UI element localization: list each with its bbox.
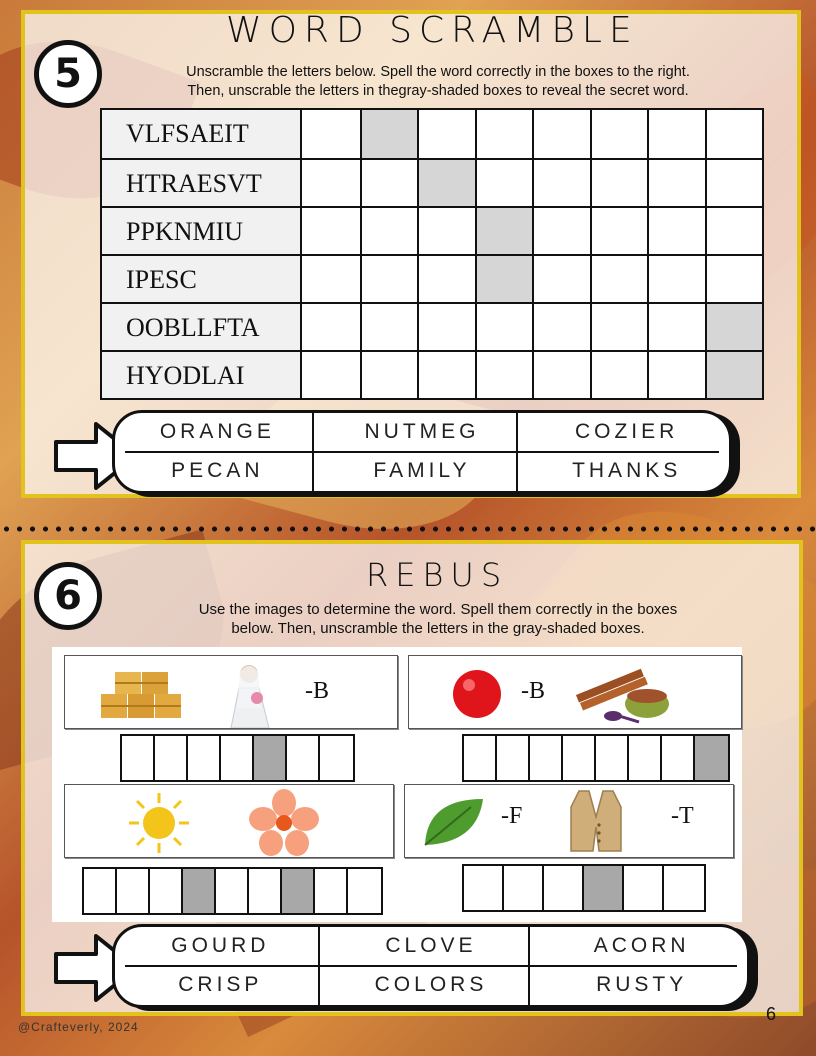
answer-cell[interactable] xyxy=(647,158,705,206)
rebus-answer-cell[interactable] xyxy=(497,736,530,780)
rebus-instructions: Use the images to determine the word. Spell them correctly in the boxes below. Then, unscramble the letters in the gray-shaded boxes. xyxy=(198,601,678,637)
rebus-answer-cell[interactable] xyxy=(596,736,629,780)
word-bank-word: CRISP xyxy=(178,972,263,996)
cinnamon-spice-icon xyxy=(569,660,673,726)
rebus-answer-cell[interactable] xyxy=(183,869,216,913)
rebus-answer-cell[interactable] xyxy=(216,869,249,913)
rebus-answer-cell[interactable] xyxy=(150,869,183,913)
flower-icon xyxy=(249,789,319,857)
rebus-answer-cell[interactable] xyxy=(254,736,287,780)
bank-divider xyxy=(125,965,737,967)
scramble-clue: HYODLAI xyxy=(102,350,302,398)
word-bank-word: FAMILY xyxy=(373,458,471,482)
leaf-icon xyxy=(421,793,487,849)
word-scramble-word-bank xyxy=(112,410,732,494)
scramble-clue: OOBLLFTA xyxy=(102,302,302,350)
word-bank-word: ORANGE xyxy=(159,419,275,443)
answer-cell[interactable] xyxy=(360,206,418,254)
answer-cell[interactable] xyxy=(532,350,590,398)
answer-cell[interactable] xyxy=(417,302,475,350)
answer-cell[interactable] xyxy=(360,302,418,350)
rebus-modifier: -B xyxy=(521,678,545,704)
answer-cell[interactable] xyxy=(647,350,705,398)
rebus-answer-cell[interactable] xyxy=(348,869,381,913)
rebus-answer-cell[interactable] xyxy=(629,736,662,780)
scramble-clue: VLFSAEIT xyxy=(102,110,302,158)
rebus-answer-cell[interactable] xyxy=(464,866,504,910)
rebus-card-1 xyxy=(64,655,398,729)
answer-cell[interactable] xyxy=(475,350,533,398)
section-number-badge: 5 xyxy=(34,40,102,108)
scramble-clue: HTRAESVT xyxy=(102,158,302,206)
answer-cell[interactable] xyxy=(417,254,475,302)
red-ball-icon xyxy=(451,668,503,720)
rebus-answer-cell[interactable] xyxy=(563,736,596,780)
answer-cell[interactable] xyxy=(705,158,763,206)
scramble-clue: PPKNMIU xyxy=(102,206,302,254)
rebus-title: REBUS xyxy=(366,556,509,594)
answer-cell[interactable] xyxy=(475,302,533,350)
answer-cell[interactable] xyxy=(475,158,533,206)
answer-cell[interactable] xyxy=(590,254,648,302)
answer-cell[interactable] xyxy=(360,350,418,398)
answer-cell[interactable] xyxy=(705,110,763,158)
answer-cell[interactable] xyxy=(475,254,533,302)
rebus-answer-cell[interactable] xyxy=(282,869,315,913)
word-bank-word: CLOVE xyxy=(385,933,477,957)
hay-bales-icon xyxy=(99,664,183,720)
rebus-modifier: -T xyxy=(671,803,694,829)
answer-cell[interactable] xyxy=(475,110,533,158)
rebus-answer-cell[interactable] xyxy=(664,866,704,910)
answer-cell[interactable] xyxy=(302,158,360,206)
answer-cell[interactable] xyxy=(302,110,360,158)
rebus-answer-cell[interactable] xyxy=(624,866,664,910)
answer-cell[interactable] xyxy=(590,110,648,158)
page-number: 6 xyxy=(766,1004,777,1024)
answer-cell[interactable] xyxy=(417,350,475,398)
scramble-clue: IPESC xyxy=(102,254,302,302)
rebus-word-bank xyxy=(112,924,750,1008)
rebus-answer-cell[interactable] xyxy=(584,866,624,910)
rebus-answer-cell[interactable] xyxy=(504,866,544,910)
rebus-answer-cell[interactable] xyxy=(155,736,188,780)
rebus-answer-boxes-2 xyxy=(462,734,730,782)
rebus-answer-boxes-1 xyxy=(120,734,355,782)
answer-cell[interactable] xyxy=(590,302,648,350)
word-bank-word: ACORN xyxy=(593,933,690,957)
answer-cell[interactable] xyxy=(532,110,590,158)
word-bank-word: PECAN xyxy=(171,458,264,482)
answer-cell[interactable] xyxy=(360,254,418,302)
section-number-badge: 6 xyxy=(34,562,102,630)
rebus-answer-boxes-4 xyxy=(462,864,706,912)
answer-cell[interactable] xyxy=(705,302,763,350)
answer-cell[interactable] xyxy=(705,350,763,398)
rebus-answer-cell[interactable] xyxy=(221,736,254,780)
rebus-answer-cell[interactable] xyxy=(117,869,150,913)
rebus-answer-cell[interactable] xyxy=(315,869,348,913)
rebus-modifier: -F xyxy=(501,803,523,829)
answer-cell[interactable] xyxy=(360,110,418,158)
answer-cell[interactable] xyxy=(532,302,590,350)
answer-cell[interactable] xyxy=(590,206,648,254)
answer-cell[interactable] xyxy=(705,206,763,254)
answer-cell[interactable] xyxy=(532,206,590,254)
word-bank-word: THANKS xyxy=(572,458,682,482)
word-scramble-title: WORD SCRAMBLE xyxy=(226,10,639,51)
rebus-answer-cell[interactable] xyxy=(662,736,695,780)
bride-icon xyxy=(221,658,277,728)
answer-cell[interactable] xyxy=(302,254,360,302)
answer-cell[interactable] xyxy=(705,254,763,302)
rebus-answer-cell[interactable] xyxy=(530,736,563,780)
copyright-footer: @Crafteverly, 2024 xyxy=(18,1020,139,1034)
rebus-answer-cell[interactable] xyxy=(320,736,353,780)
answer-cell[interactable] xyxy=(302,206,360,254)
rebus-answer-cell[interactable] xyxy=(84,869,117,913)
word-scramble-instructions: Unscramble the letters below. Spell the word correctly in the boxes to the right. Then, unscrable the letters in thegray-shaded boxes to reveal the secret word. xyxy=(186,64,690,99)
answer-cell[interactable] xyxy=(590,158,648,206)
rebus-answer-cell[interactable] xyxy=(122,736,155,780)
rebus-answer-boxes-3 xyxy=(82,867,383,915)
rebus-modifier: -B xyxy=(305,678,329,704)
answer-cell[interactable] xyxy=(475,206,533,254)
answer-cell[interactable] xyxy=(302,302,360,350)
answer-cell[interactable] xyxy=(590,350,648,398)
rebus-answer-cell[interactable] xyxy=(544,866,584,910)
answer-cell[interactable] xyxy=(532,254,590,302)
answer-cell[interactable] xyxy=(302,350,360,398)
bank-divider xyxy=(125,451,719,453)
rebus-card-4 xyxy=(404,784,734,858)
rebus-answer-cell[interactable] xyxy=(287,736,320,780)
rebus-answer-cell[interactable] xyxy=(695,736,728,780)
vest-icon xyxy=(569,787,623,855)
rebus-answer-cell[interactable] xyxy=(249,869,282,913)
word-scramble-grid xyxy=(100,108,764,400)
section-divider xyxy=(0,526,816,532)
answer-cell[interactable] xyxy=(647,206,705,254)
word-bank-word: RUSTY xyxy=(596,972,688,996)
answer-cell[interactable] xyxy=(417,206,475,254)
answer-cell[interactable] xyxy=(532,158,590,206)
word-bank-word: NUTMEG xyxy=(364,419,480,443)
rebus-card-2 xyxy=(408,655,742,729)
sun-icon xyxy=(127,791,191,855)
rebus-answer-cell[interactable] xyxy=(464,736,497,780)
rebus-card-3 xyxy=(64,784,394,858)
answer-cell[interactable] xyxy=(647,302,705,350)
answer-cell[interactable] xyxy=(647,254,705,302)
answer-cell[interactable] xyxy=(360,158,418,206)
answer-cell[interactable] xyxy=(417,158,475,206)
word-bank-word: COZIER xyxy=(574,419,679,443)
answer-cell[interactable] xyxy=(647,110,705,158)
answer-cell[interactable] xyxy=(417,110,475,158)
rebus-answer-cell[interactable] xyxy=(188,736,221,780)
word-bank-word: COLORS xyxy=(374,972,488,996)
word-bank-word: GOURD xyxy=(171,933,270,957)
